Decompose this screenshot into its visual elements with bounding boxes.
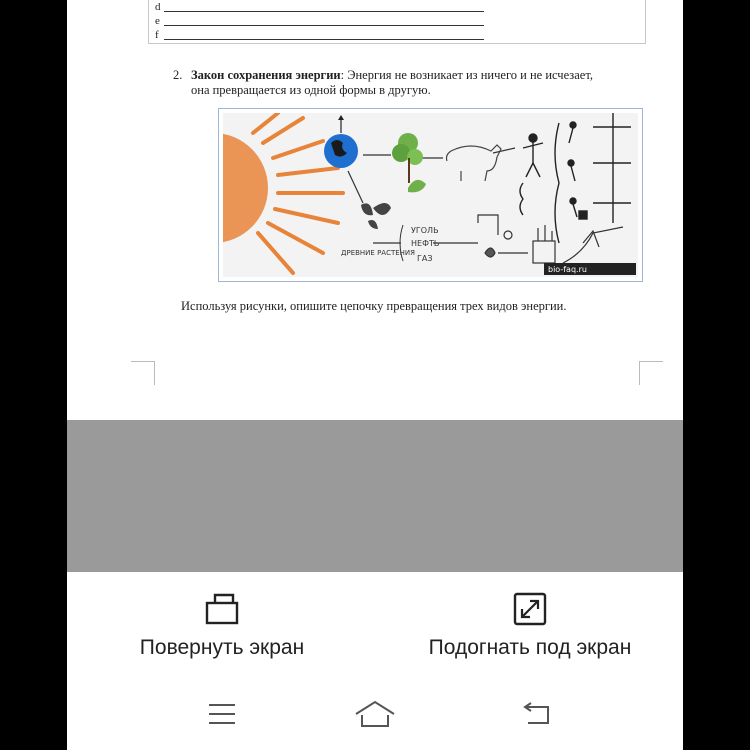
plants-label: ДРЕВНИЕ РАСТЕНИЯ (341, 249, 416, 257)
question-number: 2. (173, 68, 183, 82)
document-page[interactable] (67, 0, 683, 420)
answer-line (164, 25, 484, 26)
energy-illustration (223, 113, 638, 277)
answer-row (155, 15, 160, 27)
question-title: Закон сохранения энергии (191, 68, 341, 82)
rotate-icon (204, 590, 240, 628)
recent-apps-button[interactable] (200, 698, 244, 730)
answer-letter: d (155, 1, 161, 13)
back-button[interactable] (514, 698, 558, 730)
question-text: : Энергия не возникает из ничего и не исчезает, она превращается из одной формы в другую. (191, 68, 593, 97)
answer-letter: f (155, 29, 159, 41)
page-corner-mark (131, 361, 155, 385)
rotate-screen-label: Повернуть экран (139, 636, 305, 659)
page-gap (67, 420, 683, 572)
coal-label: УГОЛЬ (411, 226, 439, 235)
instruction-text: Используя рисунки, опишите цепочку превращения трех видов энергии. (181, 299, 567, 313)
fit-to-screen-button[interactable] (410, 590, 650, 660)
gas-label: ГАЗ (417, 254, 433, 263)
fit-to-screen-label: Подогнать под экран (428, 636, 632, 659)
expand-icon (512, 590, 548, 628)
back-icon (520, 701, 552, 727)
oil-label: НЕФТЬ (411, 239, 440, 248)
home-icon (354, 699, 396, 729)
answer-table (148, 0, 646, 44)
answer-line (164, 11, 484, 12)
answer-line (164, 39, 484, 40)
system-nav-bar (67, 688, 683, 750)
screen (67, 0, 683, 750)
page-corner-mark (639, 361, 663, 385)
answer-row (155, 1, 161, 13)
answer-letter: e (155, 15, 160, 27)
home-button[interactable] (353, 698, 397, 730)
watermark: bio-faq.ru (548, 265, 587, 274)
energy-chain-figure (218, 108, 643, 282)
menu-icon (207, 702, 237, 726)
question-body (191, 68, 601, 98)
rotate-screen-button[interactable] (127, 590, 317, 660)
answer-row (155, 29, 159, 41)
